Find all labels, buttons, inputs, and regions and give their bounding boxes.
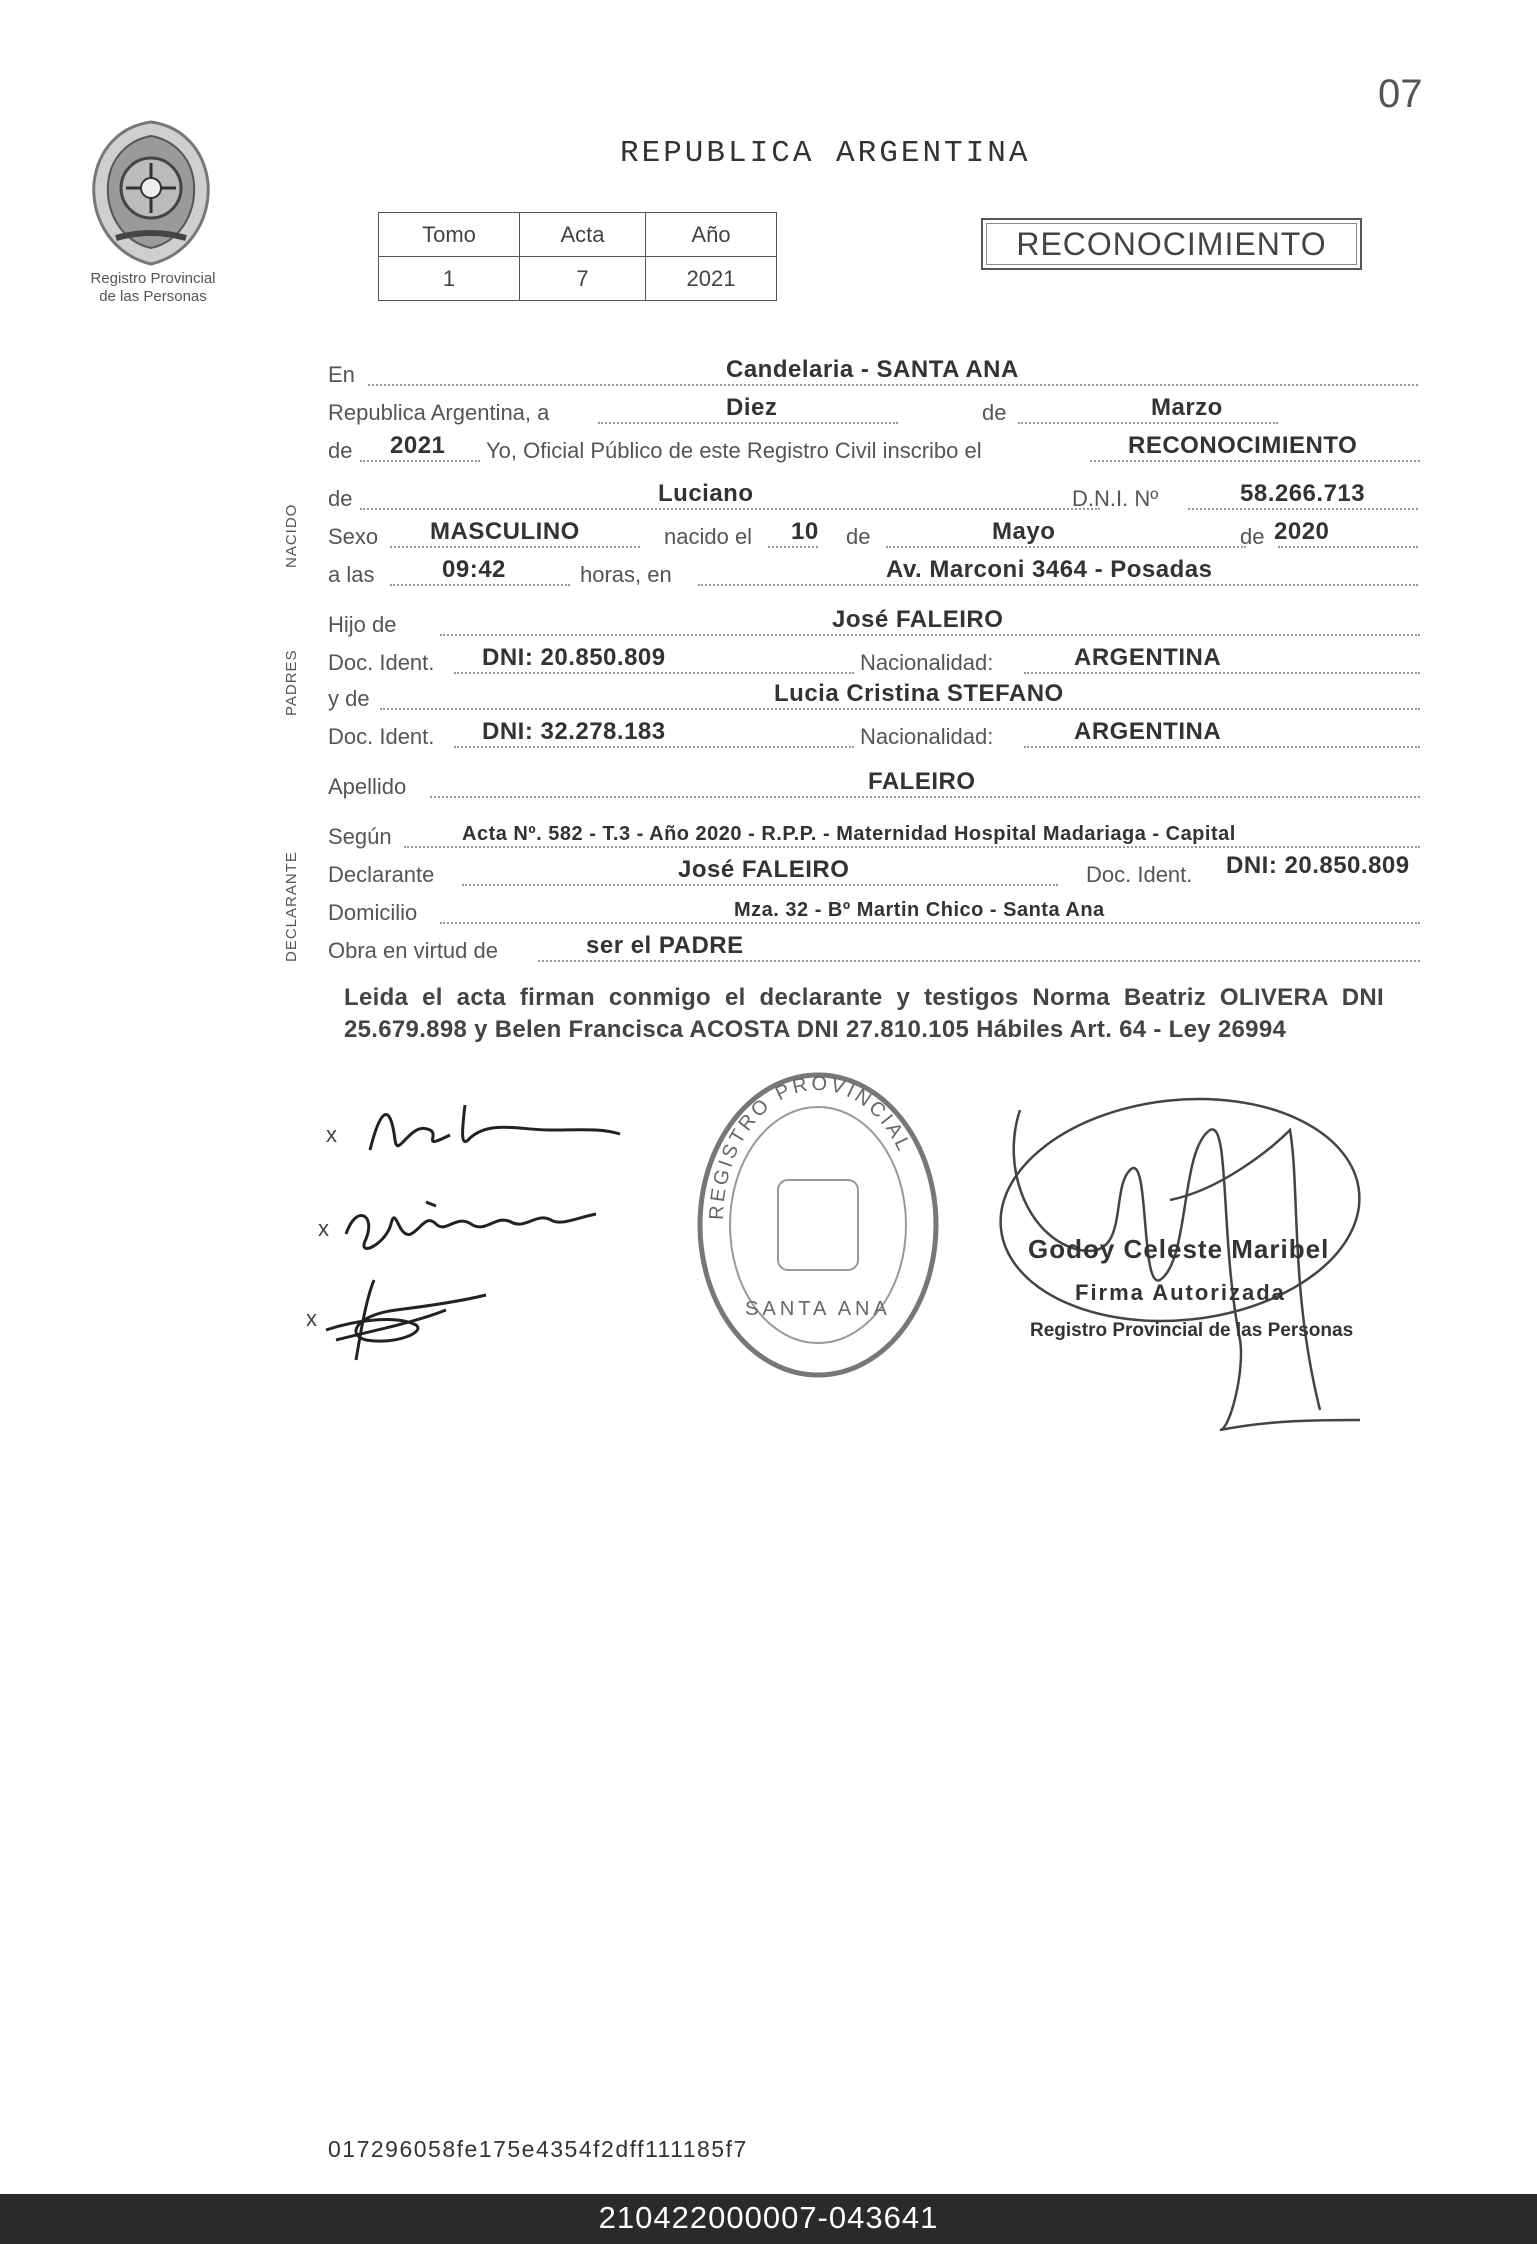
surname-label: Apellido: [328, 774, 407, 799]
stamp-text-top: REGISTRO PROVINCIAL: [705, 1072, 916, 1221]
row-year: [328, 434, 1422, 468]
mother-label: y de: [328, 686, 370, 711]
row-mother-doc: [328, 720, 1422, 754]
mother-doc: DNI: 32.278.183: [482, 718, 666, 745]
day-value: Diez: [726, 394, 778, 421]
acta-header: Acta: [520, 213, 646, 257]
year-label: de: [328, 438, 353, 463]
domicile-label: Domicilio: [328, 900, 418, 925]
row-date: [328, 396, 1422, 430]
provincial-seal: [86, 118, 216, 268]
declarant-label: Declarante: [328, 862, 435, 887]
father-nat: ARGENTINA: [1074, 644, 1222, 671]
anio-header: Año: [646, 213, 777, 257]
declarant-doc-label: Doc. Ident.: [1086, 862, 1193, 887]
registry-table: [378, 212, 777, 301]
birth-year: 2020: [1274, 518, 1330, 545]
mother-nat: ARGENTINA: [1074, 718, 1222, 745]
dni-label: D.N.I. Nº: [1072, 486, 1159, 511]
virtue-value: ser el PADRE: [586, 932, 744, 959]
seal-caption: [58, 270, 248, 306]
witness-1-signature: [336, 1184, 616, 1264]
stamp-text-bottom: SANTA ANA: [745, 1298, 891, 1320]
mother-doc-label: Doc. Ident.: [328, 724, 435, 749]
side-label-padres: PADRES: [283, 649, 300, 716]
virtue-label: Obra en virtud de: [328, 938, 498, 963]
row-virtue: [328, 934, 1422, 968]
mother-value: Lucia Cristina STEFANO: [774, 680, 1064, 707]
row-declarant: [328, 852, 1422, 892]
name-label: de: [328, 486, 353, 511]
acta-value: 7: [520, 257, 646, 301]
signature-mark-1: x: [326, 1122, 337, 1147]
domicile-value: Mza. 32 - Bº Martin Chico - Santa Ana: [734, 899, 1105, 921]
father-value: José FALEIRO: [832, 606, 1004, 633]
signature-mark-2: x: [318, 1216, 329, 1241]
seal-caption-line2: de las Personas: [99, 288, 207, 305]
month-value: Marzo: [1151, 394, 1223, 421]
surname-value: FALEIRO: [868, 768, 976, 795]
signature-mark-3: x: [306, 1306, 317, 1331]
act-value: RECONOCIMIENTO: [1128, 432, 1358, 459]
authority-signature: [990, 1090, 1390, 1450]
year-value: 2021: [390, 432, 446, 459]
declarant-signature: [350, 1090, 630, 1170]
time-value: 09:42: [442, 556, 506, 583]
row-time: [328, 558, 1422, 592]
row-father-doc: [328, 646, 1422, 680]
month-connector: de: [982, 400, 1007, 425]
place-value: Candelaria - SANTA ANA: [726, 356, 1019, 383]
authority-name: Godoy Celeste Maribel: [1028, 1234, 1330, 1264]
tomo-header: Tomo: [379, 213, 520, 257]
dni-value: 58.266.713: [1240, 480, 1366, 507]
name-value: Luciano: [658, 480, 754, 507]
birth-de2: de: [1240, 524, 1265, 549]
tomo-value: 1: [379, 257, 520, 301]
row-segun: [328, 820, 1422, 854]
born-label: nacido el: [664, 524, 753, 549]
birth-month: Mayo: [992, 518, 1056, 545]
birth-de1: de: [846, 524, 871, 549]
row-name: [328, 482, 1422, 516]
act-type: RECONOCIMIENTO: [1016, 226, 1327, 262]
official-stamp: [693, 1070, 943, 1380]
place-label: En: [328, 362, 355, 387]
row-place: [328, 358, 1422, 392]
footer-bar: [0, 2194, 1537, 2244]
father-nat-label: Nacionalidad:: [860, 650, 994, 675]
father-label: Hijo de: [328, 612, 397, 637]
place2-value: Av. Marconi 3464 - Posadas: [886, 556, 1213, 583]
seal-caption-line1: Registro Provincial: [90, 270, 216, 287]
sex-label: Sexo: [328, 524, 379, 549]
page-number: 07: [1378, 72, 1423, 116]
authority-org: Registro Provincial de las Personas: [1030, 1320, 1354, 1341]
witness-2-signature: [316, 1270, 516, 1370]
father-doc-label: Doc. Ident.: [328, 650, 435, 675]
declarant-value: José FALEIRO: [678, 856, 850, 883]
document-hash: 017296058fe175e4354f2dff111185f7: [328, 2136, 748, 2162]
place2-label: horas, en: [580, 562, 672, 587]
segun-value: Acta Nº. 582 - T.3 - Año 2020 - R.P.P. - Maternidad Hospital Madariaga - Capital: [462, 823, 1236, 845]
act-type-box: [981, 218, 1362, 270]
date-label: Republica Argentina, a: [328, 400, 550, 425]
side-label-nacido: NACIDO: [283, 503, 300, 568]
mother-nat-label: Nacionalidad:: [860, 724, 994, 749]
document-title: REPUBLICA ARGENTINA: [620, 136, 1031, 171]
row-father: [328, 608, 1422, 642]
inscribe-text: Yo, Oficial Público de este Registro Civil inscribo el: [486, 438, 982, 463]
sex-value: MASCULINO: [430, 518, 580, 545]
birth-day: 10: [791, 518, 819, 545]
footer-code: 210422000007-043641: [598, 2200, 939, 2235]
closing-text: Leida el acta firman conmigo el declarante y testigos Norma Beatriz OLIVERA DNI 25.679.898 y Belen Francisca ACOSTA DNI 27.810.105 Hábiles Art. 64 - Ley 26994: [344, 984, 1384, 1043]
row-sex: [328, 520, 1422, 554]
segun-label: Según: [328, 824, 392, 849]
authority-role: Firma Autorizada: [1075, 1280, 1286, 1305]
time-label: a las: [328, 562, 375, 587]
row-domicile: [328, 896, 1422, 930]
row-surname: [328, 770, 1422, 804]
row-mother: [328, 682, 1422, 716]
father-doc: DNI: 20.850.809: [482, 644, 666, 671]
declarant-doc: DNI: 20.850.809: [1226, 852, 1410, 879]
side-label-declarante: DECLARANTE: [283, 851, 300, 962]
anio-value: 2021: [646, 257, 777, 301]
